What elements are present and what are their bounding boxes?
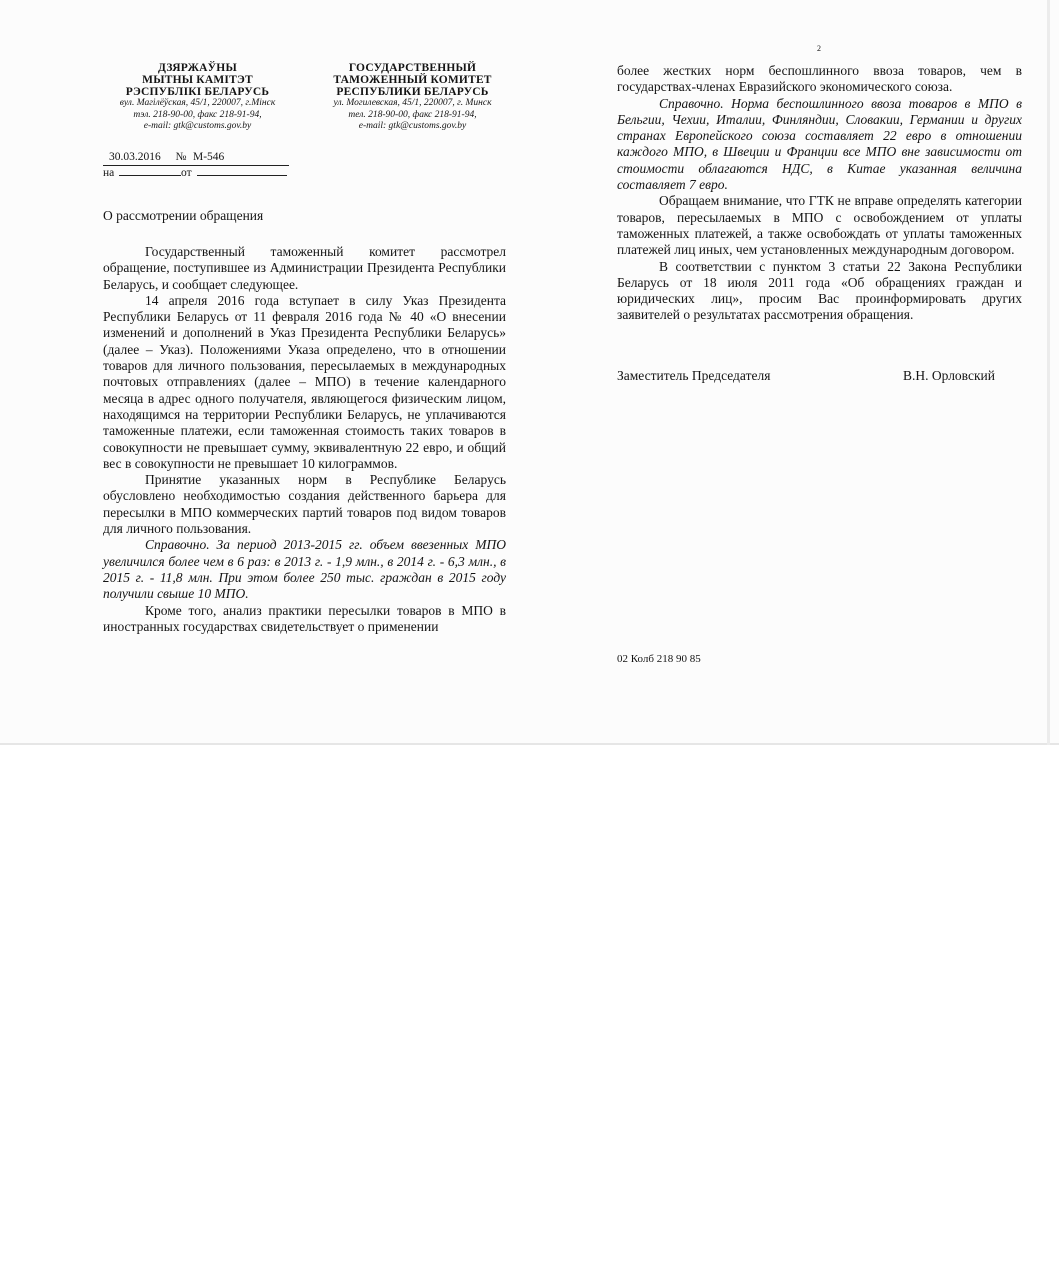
body-paragraph: 14 апреля 2016 года вступает в силу Указ Президента Республики Беларусь от 11 февраля 2016 года № 40 «О внесении изменений и дополнений в Указ Президента Республики Беларусь» (далее – Указ). Положениями Указа определено, что в отношении товаров для личного пользования, пересылаемых в международных почтовых отправлениях (далее – МПО) в течение календарного месяца в адрес одного получателя, являющегося физическим лицом, находящимся на территории Республики Беларусь, не уплачиваются таможенные платежи, если таможенная стоимость таких товаров в совокупности не превышает сумму, эквивалентную 22 евро, и общий вес в совокупности не превышает 10 килограммов. — [103, 292, 506, 471]
body-paragraph: Справочно. За период 2013-2015 гг. объем ввезенных МПО увеличился более чем в 6 раз: в 2013 г. - 1,9 млн., в 2014 г. - 6,3 млн., в 2015 г. - 11,8 млн. При этом более 250 тыс. граждан в 2015 году получили свыше 10 МПО. — [103, 537, 506, 602]
sheet-bottom-edge — [0, 743, 1059, 745]
org-name-line: ТАМОЖЕННЫЙ КОМИТЕТ — [333, 74, 492, 86]
address-line: вул. Магілёўская, 45/1, 220007, г.Мінск — [119, 98, 276, 108]
phone-line: тел. 218-90-00, факс 218-91-94, — [348, 109, 477, 120]
reference-block — [103, 150, 289, 181]
email-line: e-mail: gtk@customs.gov.by — [358, 121, 467, 131]
scan-edge-line — [1047, 0, 1050, 745]
reference-number-line — [103, 150, 289, 166]
org-name-line: МЫТНЫ КАМІТЭТ — [142, 74, 253, 86]
org-name-line: ГОСУДАРСТВЕННЫЙ — [348, 62, 477, 74]
body-paragraph: Государственный таможенный комитет рассмотрел обращение, поступившее из Администрации Президента Республики Беларусь, и сообщает следующее. — [103, 244, 506, 292]
page-number: 2 — [817, 44, 821, 53]
reference-number-label: № — [173, 150, 189, 166]
signature-name: В.Н. Орловский — [903, 368, 995, 383]
phone-line: тэл. 218-90-00, факс 218-91-94, — [133, 109, 262, 120]
body-paragraph: В соответствии с пунктом 3 статьи 22 Закона Республики Беларусь от 18 июля 2011 года «Об обращениях граждан и юридических лиц», просим Вас проинформировать других заявителей о результатах рассмотрения обращения. — [617, 258, 1022, 323]
reference-date: 30.03.2016 — [103, 150, 173, 166]
body-paragraph: Справочно. Норма беспошлинного ввоза товаров в МПО в Бельгии, Чехии, Италии, Финляндии, Словакии, Германии и других странах Европейского союза составляет 22 евро в отношении каждого МПО, в Швеции и Франции все МПО вне зависимости от стоимости облагаются НДС, в Китае указанная величина составляет 7 евро. — [617, 95, 1022, 193]
reference-number: М-546 — [189, 150, 289, 166]
org-name-line: ДЗЯРЖАЎНЫ — [158, 62, 237, 74]
body-paragraph: Кроме того, анализ практики пересылки товаров в МПО в иностранных государствах свидетельствует о применении — [103, 602, 506, 634]
address-line: ул. Могилевская, 45/1, 220007, г. Минск — [333, 98, 492, 108]
page-2-body — [617, 63, 1022, 324]
reference-on-label: на — [103, 167, 115, 179]
reference-on-line — [103, 166, 289, 181]
executor-code: 02 Колб 218 90 85 — [617, 653, 701, 665]
body-paragraph: Принятие указанных норм в Республике Беларусь обусловлено необходимостью создания действенного барьера для пересылки в МПО коммерческих партий товаров под видом товаров для личного пользования. — [103, 472, 506, 537]
org-name-line: РЕСПУБЛИКИ БЕЛАРУСЬ — [336, 86, 489, 98]
letter-subject: О рассмотрении обращения — [103, 208, 264, 223]
page-1-body — [103, 244, 506, 635]
letterhead-russian — [315, 62, 510, 133]
email-line: e-mail: gtk@customs.gov.by — [143, 121, 252, 131]
body-paragraph: более жестких норм беспошлинного ввоза товаров, чем в государствах-членах Евразийского экономического союза. — [617, 63, 1022, 95]
reference-from-label: от — [181, 167, 192, 179]
org-name-line: РЭСПУБЛІКІ БЕЛАРУСЬ — [125, 86, 270, 98]
letterhead-belarusian — [100, 62, 295, 133]
body-paragraph: Обращаем внимание, что ГТК не вправе определять категории товаров, пересылаемых в МПО с освобождением от уплаты таможенных платежей, а также освобождать от уплаты таможенных платежей лиц иных, чем установленных международным договором. — [617, 193, 1022, 258]
signature-position: Заместитель Председателя — [617, 368, 771, 383]
